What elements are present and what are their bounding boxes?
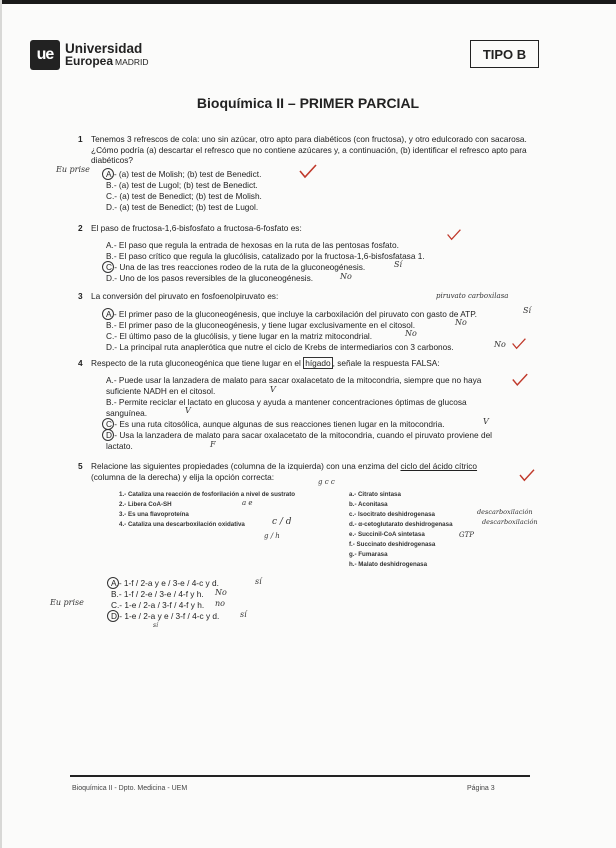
answer-circle — [107, 610, 119, 622]
handwritten-note: V — [483, 417, 489, 426]
handwritten-note: Sí — [523, 306, 532, 315]
q4-option-a: A.- Puede usar la lanzadera de malato para sacar oxalacetato de la mitocondria, siempre que no haya suficiente NADH en el citosol. — [106, 375, 482, 396]
question-stem: Tenemos 3 refrescos de cola: uno sin azúcar, otro apto para diabéticos (con fructosa), y otro edulcorado con sacarosa. ¿Cómo podría (a) descartar el refresco que no contiene azúcares y, a continuación, (b) identificar el refresco apto para diabéticos? — [91, 134, 527, 165]
handwritten-note: sí — [240, 610, 247, 619]
handwritten-note: c / d — [272, 517, 292, 527]
footer-rule — [70, 775, 530, 777]
footer-page-number: Página 3 — [467, 785, 495, 792]
university-logo — [30, 40, 149, 70]
q4-option-b: B.- Permite reciclar el lactato en glucosa y ayuda a mantener concentraciones óptimas de glucosa sanguínea. — [106, 397, 467, 418]
answer-circle — [102, 429, 114, 441]
handwritten-note: a e — [242, 499, 253, 507]
question-number: 4 — [78, 358, 83, 368]
handwritten-note: no — [215, 599, 225, 608]
exam-type-box: TIPO B — [470, 40, 539, 68]
q5-right-item-a: a.- Citrato sintasa — [349, 491, 401, 498]
handwritten-note: Sí — [394, 260, 403, 269]
handwritten-note: V — [185, 406, 191, 415]
red-check-mark-icon — [298, 163, 318, 179]
red-check-mark-icon — [446, 228, 462, 241]
q2-option-c: C.- Una de las tres reacciones rodeo de la ruta de la gluconeogénesis. — [106, 262, 366, 272]
handwritten-note: sí — [153, 622, 158, 629]
q5-right-item-g: g.- Fumarasa — [349, 551, 388, 558]
q5-option-a: A.- 1-f / 2-a y e / 3-e / 4-c y d. — [111, 578, 219, 588]
q5-left-item-3: 3.- Es una flavoproteína — [119, 511, 189, 518]
q2-option-d: D.- Uno de los pasos reversibles de la gluconeogénesis. — [106, 273, 314, 283]
q5-option-b: B.- 1-f / 2-e / 3-e / 4-f y h. — [111, 589, 204, 599]
ue-logo-mark: ue — [30, 40, 60, 70]
answer-circle — [107, 577, 119, 589]
q5-right-item-e: e.- Succinil-CoA sintetasa — [349, 531, 425, 538]
q5-left-item-4: 4.- Cataliza una descarboxilación oxidativa — [119, 521, 245, 528]
q3-option-d: D.- La principal ruta anaplerótica que nutre el ciclo de Krebs de intermediarios con 3 carbonos. — [106, 342, 454, 352]
handwritten-note: No — [494, 340, 506, 349]
question-number: 1 — [78, 134, 83, 144]
q3-option-b: B.- El primer paso de la gluconeogénesis, y tiene lugar exclusivamente en el citosol. — [106, 320, 415, 330]
handwritten-note: V — [270, 385, 276, 394]
stem-text: Relacione las siguientes propiedades (columna de la izquierda) con una enzima del — [91, 461, 399, 471]
handwritten-note: No — [455, 318, 467, 327]
logo-line-2 — [65, 55, 149, 69]
answer-circle — [102, 308, 114, 320]
q5-option-c: C.- 1-e / 2-a / 3-f / 4-f y h. — [111, 600, 205, 610]
answer-circle — [102, 168, 114, 180]
stem-text-end: , señale la respuesta FALSA: — [332, 358, 440, 368]
stem-text-end: (columna de la derecha) y elija la opción correcta: — [91, 471, 275, 482]
red-check-mark-icon — [511, 372, 529, 387]
q4-option-c: C.- Es una ruta citosólica, aunque algunas de sus reacciones tienen lugar en la mitocondria. — [106, 419, 445, 429]
q5-right-item-c: c.- Isocitrato deshidrogenasa — [349, 511, 435, 518]
handwritten-note: F — [210, 440, 216, 449]
q2-option-b: B.- El paso crítico que regula la glucólisis, catalizado por la fructosa-1,6-bisfosfatasa 1. — [106, 251, 425, 261]
exam-title: Bioquímica II – PRIMER PARCIAL — [196, 95, 420, 111]
q3-option-a: A.- El primer paso de la gluconeogénesis, que incluye la carboxilación del piruvato con gasto de ATP. — [106, 309, 477, 319]
q5-right-item-b: b.- Aconitasa — [349, 501, 388, 508]
logo-line-1: Universidad — [65, 40, 143, 56]
handwritten-note: GTP — [459, 531, 474, 539]
handwritten-note: No — [340, 272, 352, 281]
underlined-phrase: ciclo del ácido cítrico — [400, 461, 478, 471]
q5-right-item-h: h.- Malato deshidrogenasa — [349, 561, 428, 568]
handwritten-note: No — [405, 329, 417, 338]
red-check-mark-icon — [511, 337, 527, 350]
handwritten-note: descarboxilación — [482, 518, 538, 526]
handwritten-note: g c c — [318, 478, 335, 486]
handwritten-note: g / h — [264, 532, 280, 540]
logo-line-2-sub: MADRID — [115, 56, 149, 67]
q2-option-a: A.- El paso que regula la entrada de hexosas en la ruta de las pentosas fosfato. — [106, 240, 399, 250]
q1-option-a: A.- (a) test de Molish; (b) test de Benedict. — [106, 169, 262, 179]
q3-option-c: C.- El último paso de la glucólisis, y tiene lugar en la matriz mitocondrial. — [106, 331, 373, 341]
q5-left-item-2: 2.- Libera CoA-SH — [119, 501, 172, 508]
question-stem — [91, 358, 440, 369]
question-number: 3 — [78, 291, 83, 301]
logo-line-2-main: Europea — [65, 53, 114, 68]
q4-option-d: D.- Usa la lanzadera de malato para sacar oxalacetato de la mitocondria, cuando el piruvato proviene del lactato. — [106, 430, 493, 451]
footer-course: Bioquímica II - Dpto. Medicina - UEM — [72, 785, 188, 792]
handwritten-note: Eu prise — [56, 165, 90, 174]
red-check-mark-icon — [518, 468, 536, 482]
handwritten-note: descarboxilación — [477, 508, 533, 516]
q1-option-d: D.- (a) test de Benedict; (b) test de Lugol. — [106, 202, 259, 212]
handwritten-note: piruvato carboxilasa — [436, 292, 509, 300]
q5-right-item-f: f.- Succinato deshidrogenasa — [349, 541, 436, 548]
handwritten-note: Eu prise — [50, 598, 84, 607]
question-number: 5 — [78, 461, 83, 471]
question-stem: La conversión del piruvato en fosfoenolpiruvato es: — [91, 291, 279, 301]
q1-option-b: B.- (a) test de Lugol; (b) test de Benedict. — [106, 180, 258, 190]
handwritten-note: No — [215, 588, 227, 597]
logo-wordmark — [65, 42, 149, 69]
scan-top-edge — [0, 0, 616, 4]
answer-circle — [102, 261, 114, 273]
question-number: 2 — [78, 223, 83, 233]
q5-right-item-d: d.- α-cetoglutarato deshidrogenasa — [349, 521, 453, 528]
q1-option-c: C.- (a) test de Benedict; (b) test de Molish. — [106, 191, 262, 201]
q5-left-item-1: 1.- Cataliza una reacción de fosforilación a nivel de sustrato — [119, 491, 296, 498]
stem-text: Respecto de la ruta gluconeogénica que tiene lugar en el — [91, 358, 301, 368]
scan-left-edge — [0, 0, 2, 848]
handwritten-note: sí — [255, 577, 262, 586]
question-stem — [91, 461, 528, 482]
q5-option-d: D.- 1-e / 2-a y e / 3-f / 4-c y d. — [111, 611, 220, 621]
boxed-word: hígado — [305, 358, 331, 368]
question-stem: El paso de fructosa-1,6-bisfosfato a fructosa-6-fosfato es: — [91, 223, 302, 233]
